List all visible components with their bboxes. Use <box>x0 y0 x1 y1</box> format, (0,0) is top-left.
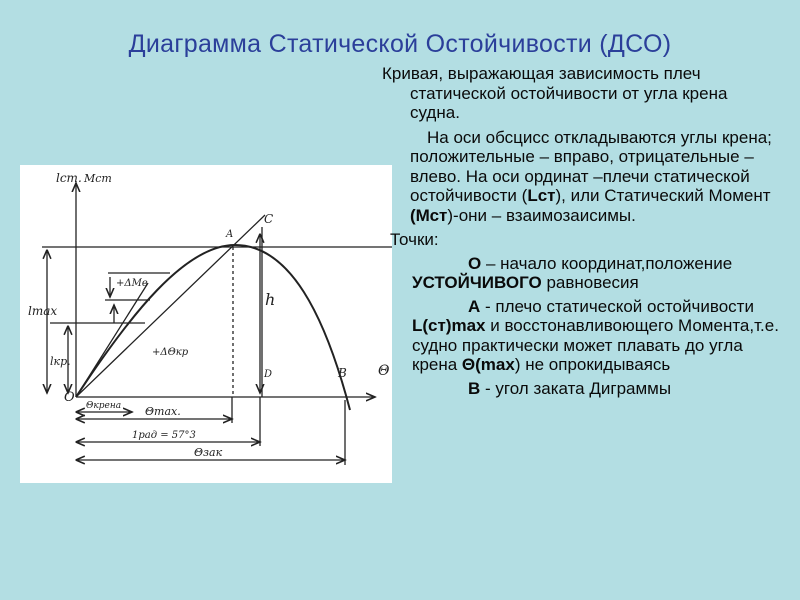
theta-kr-label: Θкрена <box>86 401 122 411</box>
stability-curve <box>76 245 350 410</box>
theta-zak-label: Θзак <box>194 446 223 459</box>
point-c-label: C <box>264 212 274 226</box>
description-text <box>382 64 780 398</box>
x-axis-label: Θ <box>378 363 390 379</box>
delta-moment-label: +ΔMв <box>116 278 148 289</box>
tangent-line <box>76 215 265 397</box>
point-d-label: D <box>264 369 273 380</box>
theta-max-label: Θmax. <box>145 405 181 418</box>
one-rad-label: 1рад = 57°3 <box>132 430 196 441</box>
stability-diagram <box>20 165 392 483</box>
axes-paragraph: На оси обсцисс откладываются углы крена; положительные – вправо, отрицательные – влево. На оси ординат –плечи статической остойчивости (Lст), или Статический Момент (Мст)-они – взаимозаисимы. <box>410 127 772 225</box>
page-title: Диаграмма Статической Остойчивости (ДСО) <box>128 30 672 58</box>
point-b-label: B <box>338 366 347 380</box>
y-axis-label: lст. <box>56 171 82 185</box>
point-b-paragraph: В - угол заката Диграммы <box>468 378 672 398</box>
stability-diagram-svg <box>20 165 392 483</box>
lmax-label: lmax <box>28 304 58 318</box>
point-o-paragraph: О – начало координат,положение УСТОЙЧИВОГО равновесия <box>412 253 733 292</box>
h-label: h <box>265 290 276 309</box>
points-heading: Точки: <box>390 230 439 249</box>
point-a-label: A <box>226 229 234 240</box>
delta-theta-label: +ΔΘкр <box>152 347 189 358</box>
origin-label: O <box>64 390 75 405</box>
point-a-paragraph: А - плечо статической остойчивости L(ст)max и восстонавливоющего Момента,т.е. судно практически может плавать до угла крена Θ(max) не опрокидываясь <box>412 296 779 374</box>
intro-paragraph: Кривая, выражающая зависимость плеч статической остойчивости от угла крена судна. <box>382 64 728 122</box>
lkr-label: lкр. <box>50 355 71 368</box>
y-axis-label-2: Мст <box>84 172 112 185</box>
